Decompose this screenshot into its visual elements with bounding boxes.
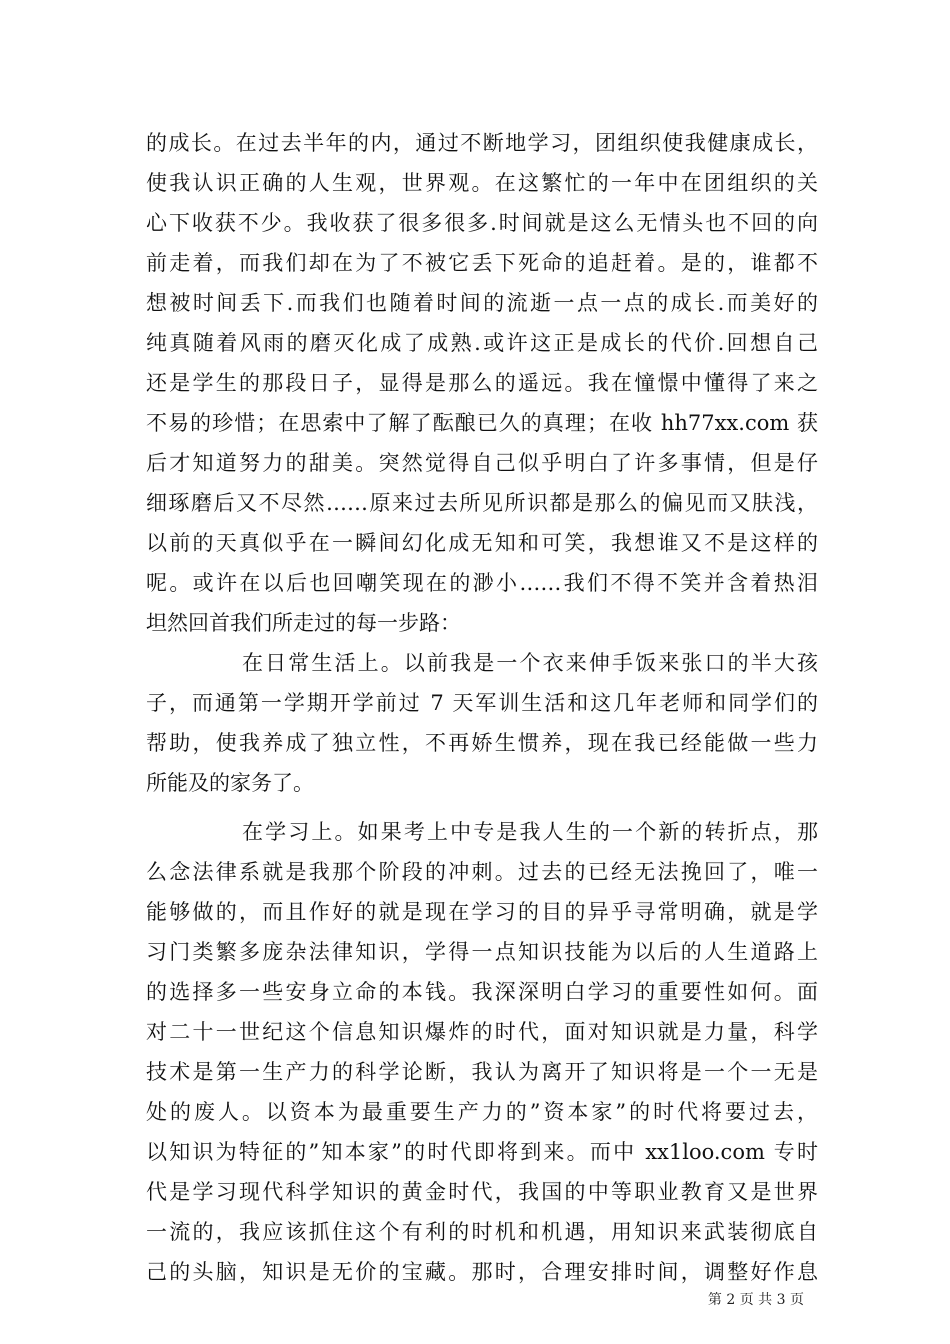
text-line: 代是学习现代科学知识的黄金时代，我国的中等职业教育又是世界 <box>146 1180 818 1204</box>
text-line: 一流的，我应该抓住这个有利的时机和机遇，用知识来武装彻底自 <box>146 1220 818 1244</box>
text-line: 使我认识正确的人生观，世界观。在这繁忙的一年中在团组织的关 <box>146 171 818 195</box>
text-line: 技术是第一生产力的科学论断，我认为离开了知识将是一个一无是 <box>146 1060 818 1084</box>
text-line: 的选择多一些安身立命的本钱。我深深明白学习的重要性如何。面 <box>146 980 818 1004</box>
text-line: 坦然回首我们所走过的每一步路： <box>146 611 461 635</box>
text-line: 在日常生活上。以前我是一个衣来伸手饭来张口的半大孩 <box>242 651 818 675</box>
text-line: 纯真随着风雨的磨灭化成了成熟.或许这正是成长的代价.回想自己 <box>146 331 818 355</box>
text-line: 能够做的，而且作好的就是现在学习的目的异乎寻常明确，就是学 <box>146 900 818 924</box>
text-line: 不易的珍惜；在思索中了解了酝酿已久的真理；在收 hh77xx.com 获 <box>146 411 818 435</box>
text-line: 呢。或许在以后也回嘲笑现在的渺小……我们不得不笑并含着热泪 <box>146 571 818 595</box>
text-line: 子，而通第一学期开学前过 7 天军训生活和这几年老师和同学们的 <box>146 691 818 715</box>
text-line: 在学习上。如果考上中专是我人生的一个新的转折点，那 <box>242 820 818 844</box>
text-line: 的成长。在过去半年的内，通过不断地学习，团组织使我健康成长， <box>146 131 818 155</box>
page-number-footer: 第 2 页 共 3 页 <box>707 1292 804 1308</box>
text-line: 后才知道努力的甜美。突然觉得自己似乎明白了许多事情，但是仔 <box>146 451 818 475</box>
text-line: 习门类繁多庞杂法律知识，学得一点知识技能为以后的人生道路上 <box>146 940 818 964</box>
text-line: 想被时间丢下.而我们也随着时间的流逝一点一点的成长.而美好的 <box>146 291 818 315</box>
text-line: 处的废人。以资本为最重要生产力的”资本家”的时代将要过去， <box>146 1100 818 1124</box>
text-line: 对二十一世纪这个信息知识爆炸的时代，面对知识就是力量，科学 <box>146 1020 818 1044</box>
text-line: 以前的天真似乎在一瞬间幻化成无知和可笑，我想谁又不是这样的 <box>146 531 818 555</box>
text-line: 己的头脑，知识是无价的宝藏。那时，合理安排时间，调整好作息 <box>146 1260 818 1284</box>
text-line: 帮助，使我养成了独立性，不再娇生惯养，现在我已经能做一些力 <box>146 731 818 755</box>
text-line: 前走着，而我们却在为了不被它丢下死命的追赶着。是的，谁都不 <box>146 251 818 275</box>
text-line: 以知识为特征的”知本家”的时代即将到来。而中 xx1loo.com 专时 <box>146 1140 818 1164</box>
text-line: 细琢磨后又不尽然……原来过去所见所识都是那么的偏见而又肤浅， <box>146 491 818 515</box>
text-line: 所能及的家务了。 <box>146 771 314 795</box>
text-line: 还是学生的那段日子，显得是那么的遥远。我在憧憬中懂得了来之 <box>146 371 818 395</box>
text-line: 心下收获不少。我收获了很多很多.时间就是这么无情头也不回的向 <box>146 211 818 235</box>
text-line: 么念法律系就是我那个阶段的冲刺。过去的已经无法挽回了，唯一 <box>146 860 818 884</box>
